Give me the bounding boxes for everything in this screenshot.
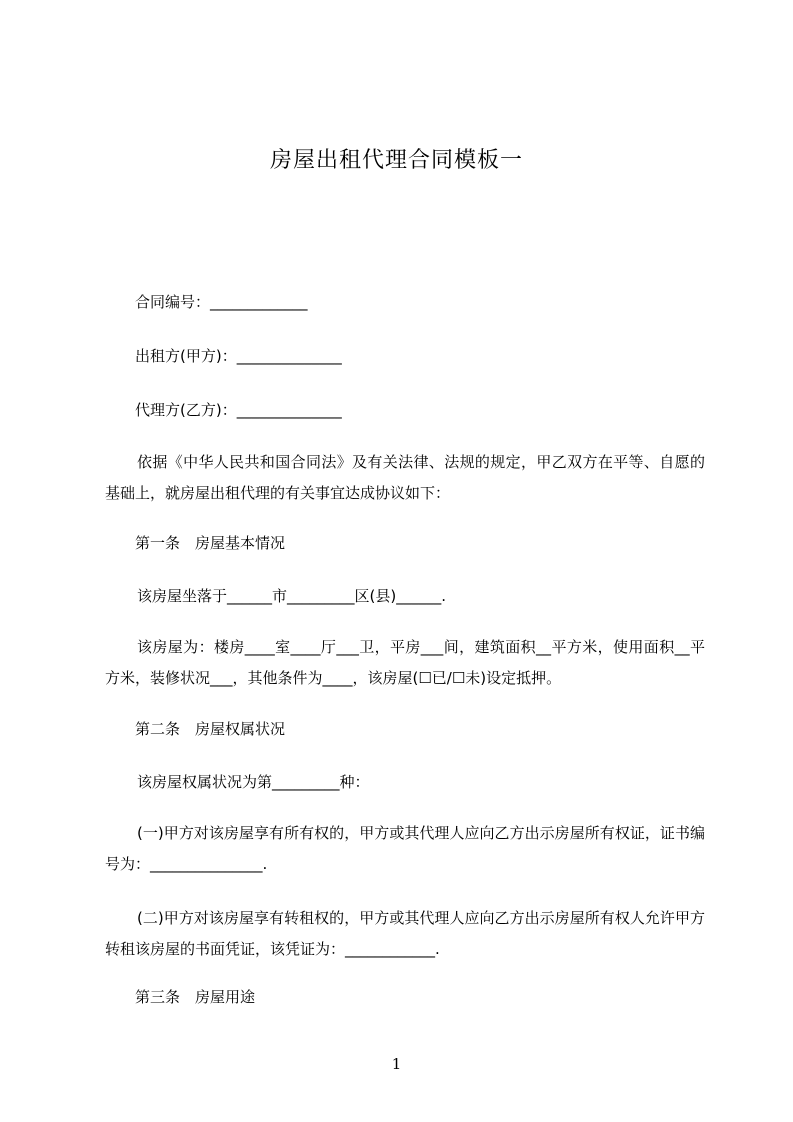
house-description-paragraph: 该房屋为：楼房____室____厅___卫，平房___间，建筑面积__平方米，使用面积__平方米，装修状况___，其他条件为____，该房屋(☐已/☐未)设定抵押。 bbox=[105, 638, 705, 687]
contract-number-line: 合同编号：_____________ bbox=[135, 293, 308, 311]
page-title: 房屋出租代理合同模板一 bbox=[269, 148, 523, 173]
article-1-heading: 第一条 房屋基本情况 bbox=[135, 534, 286, 552]
agent-line: 代理方(乙方)：______________ bbox=[135, 401, 342, 419]
intro-paragraph: 依据《中华人民共和国合同法》及有关法律、法规的规定，甲乙双方在平等、自愿的基础上，就房屋出租代理的有关事宜达成协议如下： bbox=[105, 453, 705, 502]
ownership-type-line: 该房屋权属状况为第_________种： bbox=[137, 773, 370, 791]
article-3-heading: 第三条 房屋用途 bbox=[135, 988, 256, 1006]
page-number: 1 bbox=[391, 1055, 402, 1073]
location-line: 该房屋坐落于______市_________区(县)______. bbox=[137, 587, 446, 605]
article-2-heading: 第二条 房屋权属状况 bbox=[135, 720, 286, 738]
lessor-line: 出租方(甲方)：______________ bbox=[135, 347, 342, 365]
option-one-paragraph: (一)甲方对该房屋享有所有权的，甲方或其代理人应向乙方出示房屋所有权证，证书编号为：_______________. bbox=[105, 824, 705, 873]
option-two-paragraph: (二)甲方对该房屋享有转租权的，甲方或其代理人应向乙方出示房屋所有权人允许甲方转租该房屋的书面凭证，该凭证为：____________. bbox=[105, 909, 705, 958]
